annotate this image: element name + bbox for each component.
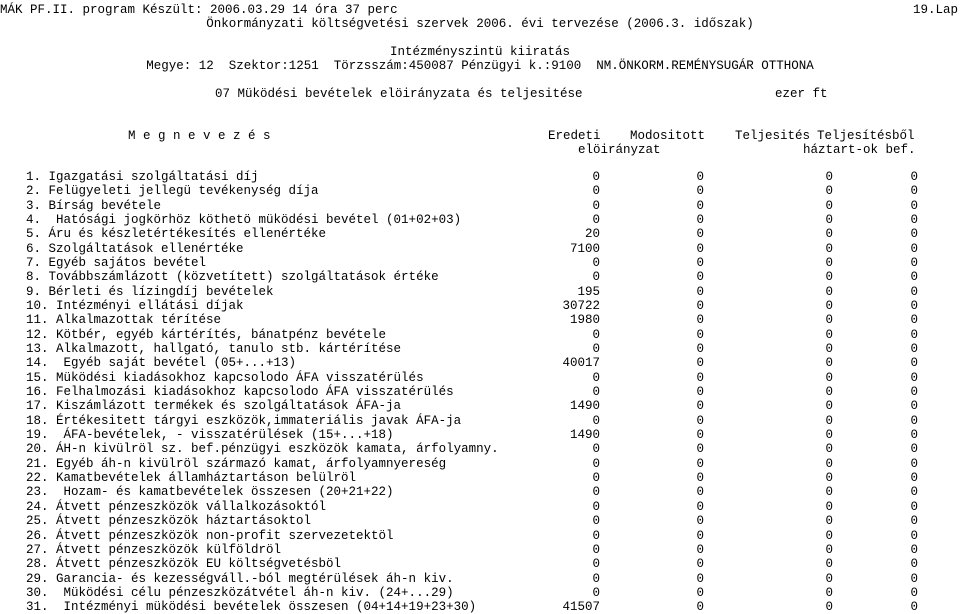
row-mod-value: 0 (696, 557, 704, 572)
row-orig-value: 0 (592, 270, 600, 285)
row-telj-value: 0 (825, 456, 833, 471)
table-row (0, 328, 960, 342)
table-row (0, 485, 960, 499)
row-telj-value: 0 (825, 385, 833, 400)
unit-label: ezer ft (775, 87, 828, 101)
row-orig-value: 0 (592, 327, 600, 342)
row-teljb-value: 0 (910, 256, 918, 271)
row-mod-value: 0 (696, 213, 704, 228)
table-row (0, 385, 960, 399)
row-telj-value: 0 (825, 327, 833, 342)
row-telj-value: 0 (825, 313, 833, 328)
row-orig-value: 0 (592, 370, 600, 385)
row-orig-value: 0 (592, 585, 600, 600)
row-telj-value: 0 (825, 600, 833, 614)
row-label: 18. Értékesitett tárgyi eszközök,immateriális javak ÁFA-ja (26, 413, 462, 428)
row-label: 17. Kiszámlázott termékek és szolgáltatások ÁFA-ja (26, 399, 402, 414)
row-mod-value: 0 (696, 442, 704, 457)
section-title: 07 Müködési bevételek elöirányzata és teljesitése (215, 87, 583, 101)
row-orig-value: 0 (592, 542, 600, 557)
table-row (0, 242, 960, 256)
row-orig-value: 0 (592, 342, 600, 357)
col-header-mod: Modositott (630, 129, 706, 143)
table-row (0, 514, 960, 528)
row-telj-value: 0 (825, 514, 833, 529)
row-teljb-value: 0 (910, 471, 918, 486)
table-row (0, 572, 960, 586)
row-telj-value: 0 (825, 198, 833, 213)
row-teljb-value: 0 (910, 442, 918, 457)
row-label: 26. Átvett pénzeszközök non-profit szervezetektöl (26, 528, 394, 543)
row-label: 11. Alkalmazottak térítése (26, 313, 222, 328)
row-label: 4. Hatósági jogkörhöz köthetö müködési bevétel (01+02+03) (26, 213, 462, 228)
row-mod-value: 0 (696, 499, 704, 514)
row-orig-value: 7100 (569, 241, 600, 256)
table-row (0, 600, 960, 614)
row-teljb-value: 0 (910, 270, 918, 285)
row-orig-value: 0 (592, 456, 600, 471)
table-row (0, 457, 960, 471)
row-mod-value: 0 (696, 241, 704, 256)
col-header-name: M e g n e v e z é s (128, 129, 271, 143)
report-title: Intézményszintü kiiratás (389, 45, 571, 59)
row-label: 16. Felhalmozási kiadásokhoz kapcsolodo ÁFA visszatérülés (26, 385, 454, 400)
row-teljb-value: 0 (910, 499, 918, 514)
table-row (0, 586, 960, 600)
row-teljb-value: 0 (910, 514, 918, 529)
row-teljb-value: 0 (910, 227, 918, 242)
row-telj-value: 0 (825, 356, 833, 371)
row-label: 30. Müködési célu pénzeszközátvétel áh-n kiv. (24+...29) (26, 585, 454, 600)
table-row (0, 199, 960, 213)
row-mod-value: 0 (696, 370, 704, 385)
row-mod-value: 0 (696, 571, 704, 586)
row-mod-value: 0 (696, 356, 704, 371)
row-teljb-value: 0 (910, 313, 918, 328)
row-mod-value: 0 (696, 485, 704, 500)
row-telj-value: 0 (825, 571, 833, 586)
row-label: 14. Egyéb saját bevétel (05+...+13) (26, 356, 297, 371)
row-telj-value: 0 (825, 557, 833, 572)
table-row (0, 500, 960, 514)
row-teljb-value: 0 (910, 385, 918, 400)
row-label: 27. Átvett pénzeszközök külföldröl (26, 542, 282, 557)
row-mod-value: 0 (696, 313, 704, 328)
row-telj-value: 0 (825, 528, 833, 543)
row-mod-value: 0 (696, 542, 704, 557)
row-mod-value: 0 (696, 399, 704, 414)
row-mod-value: 0 (696, 600, 704, 614)
row-mod-value: 0 (696, 299, 704, 314)
row-telj-value: 0 (825, 299, 833, 314)
row-teljb-value: 0 (910, 485, 918, 500)
page-number: 19.Lap (912, 3, 958, 17)
row-teljb-value: 0 (910, 284, 918, 299)
row-orig-value: 0 (592, 413, 600, 428)
table-row (0, 299, 960, 313)
row-orig-value: 195 (577, 284, 600, 299)
row-telj-value: 0 (825, 284, 833, 299)
row-label: 31. Intézményi müködési bevételek összesen (04+14+19+23+30) (26, 600, 477, 614)
row-label: 10. Intézményi ellátási díjak (26, 299, 244, 314)
report-subtitle: Önkormányzati költségvetési szervek 2006. évi tervezése (2006.3. időszak) (206, 17, 754, 31)
row-label: 1. Igazgatási szolgáltatási díj (26, 170, 259, 184)
row-teljb-value: 0 (910, 327, 918, 342)
row-mod-value: 0 (696, 327, 704, 342)
row-telj-value: 0 (825, 184, 833, 199)
row-orig-value: 0 (592, 485, 600, 500)
row-orig-value: 0 (592, 198, 600, 213)
row-label: 12. Kötbér, egyéb kártérítés, bánatpénz bevétele (26, 327, 387, 342)
row-telj-value: 0 (825, 170, 833, 184)
row-mod-value: 0 (696, 528, 704, 543)
row-telj-value: 0 (825, 428, 833, 443)
row-mod-value: 0 (696, 471, 704, 486)
row-label: 9. Bérleti és lízingdíj bevételek (26, 284, 274, 299)
row-teljb-value: 0 (910, 542, 918, 557)
row-label: 23. Hozam- és kamatbevételek összesen (20+21+22) (26, 485, 394, 500)
table-row (0, 442, 960, 456)
row-teljb-value: 0 (910, 356, 918, 371)
row-label: 22. Kamatbevételek államháztartáson belülröl (26, 471, 357, 486)
table-row (0, 529, 960, 543)
row-telj-value: 0 (825, 213, 833, 228)
row-orig-value: 40017 (562, 356, 600, 371)
row-mod-value: 0 (696, 270, 704, 285)
row-teljb-value: 0 (910, 571, 918, 586)
row-telj-value: 0 (825, 442, 833, 457)
row-mod-value: 0 (696, 585, 704, 600)
row-label: 24. Átvett pénzeszközök vállalkozásoktól (26, 499, 327, 514)
row-telj-value: 0 (825, 370, 833, 385)
row-telj-value: 0 (825, 241, 833, 256)
row-mod-value: 0 (696, 413, 704, 428)
row-teljb-value: 0 (910, 241, 918, 256)
row-label: 29. Garancia- és kezességváll.-ból megtérülések áh-n kiv. (26, 571, 454, 586)
row-teljb-value: 0 (910, 428, 918, 443)
row-orig-value: 0 (592, 571, 600, 586)
row-label: 20. ÁH-n kivülröl sz. bef.pénzügyi eszközök kamata, árfolyamny. (26, 442, 499, 457)
row-telj-value: 0 (825, 227, 833, 242)
row-mod-value: 0 (696, 456, 704, 471)
row-orig-value: 1490 (569, 428, 600, 443)
col-header-orig: Eredeti (548, 129, 601, 143)
col-header-teljb: Teljesítésből (817, 129, 915, 143)
col-header-teljb2: háztart-ok bef. (803, 143, 916, 157)
row-teljb-value: 0 (910, 557, 918, 572)
row-orig-value: 0 (592, 385, 600, 400)
table-row (0, 356, 960, 370)
row-teljb-value: 0 (910, 170, 918, 184)
row-label: 6. Szolgáltatások ellenértéke (26, 241, 244, 256)
row-orig-value: 0 (592, 170, 600, 184)
row-orig-value: 0 (592, 557, 600, 572)
row-mod-value: 0 (696, 514, 704, 529)
row-orig-value: 0 (592, 471, 600, 486)
table-row (0, 414, 960, 428)
row-mod-value: 0 (696, 184, 704, 199)
table-row (0, 313, 960, 327)
row-teljb-value: 0 (910, 399, 918, 414)
table-row (0, 285, 960, 299)
row-orig-value: 1490 (569, 399, 600, 414)
row-teljb-value: 0 (910, 342, 918, 357)
row-orig-value: 0 (592, 442, 600, 457)
row-orig-value: 1980 (569, 313, 600, 328)
table-row (0, 170, 960, 184)
row-mod-value: 0 (696, 342, 704, 357)
row-orig-value: 0 (592, 528, 600, 543)
row-telj-value: 0 (825, 256, 833, 271)
row-label: 21. Egyéb áh-n kivülröl származó kamat, árfolyamnyereség (26, 456, 447, 471)
row-telj-value: 0 (825, 471, 833, 486)
row-mod-value: 0 (696, 284, 704, 299)
table-row (0, 256, 960, 270)
row-label: 7. Egyéb sajátos bevétel (26, 256, 207, 271)
institution-info: Megye: 12 Szektor:1251 Törzsszám:450087 Pénzügyi k.:9100 NM.ÖNKORM.REMÉNYSUGÁR OTTHONA (146, 59, 814, 73)
row-label: 2. Felügyeleti jellegü tevékenység díja (26, 184, 319, 199)
row-telj-value: 0 (825, 270, 833, 285)
row-orig-value: 30722 (562, 299, 600, 314)
row-mod-value: 0 (696, 198, 704, 213)
row-teljb-value: 0 (910, 456, 918, 471)
table-row (0, 342, 960, 356)
row-telj-value: 0 (825, 485, 833, 500)
row-label: 15. Müködési kiadásokhoz kapcsolodo ÁFA visszatérülés (26, 370, 424, 385)
row-telj-value: 0 (825, 342, 833, 357)
row-label: 19. ÁFA-bevételek, - visszatérülések (15+...+18) (26, 428, 394, 443)
row-mod-value: 0 (696, 170, 704, 184)
row-telj-value: 0 (825, 413, 833, 428)
row-label: 25. Átvett pénzeszközök háztartásoktol (26, 514, 312, 529)
row-orig-value: 0 (592, 256, 600, 271)
row-teljb-value: 0 (910, 585, 918, 600)
row-mod-value: 0 (696, 385, 704, 400)
row-telj-value: 0 (825, 399, 833, 414)
row-mod-value: 0 (696, 428, 704, 443)
row-teljb-value: 0 (910, 528, 918, 543)
row-label: 13. Alkalmazott, hallgató, tanulo stb. kártérítése (26, 342, 402, 357)
row-orig-value: 0 (592, 213, 600, 228)
row-label: 8. Továbbszámlázott (közvetített) szolgáltatások értéke (26, 270, 439, 285)
row-mod-value: 0 (696, 227, 704, 242)
row-orig-value: 0 (592, 499, 600, 514)
col-header-orig2: elöirányzat (578, 143, 661, 157)
table-row (0, 428, 960, 442)
row-mod-value: 0 (696, 256, 704, 271)
table-row (0, 471, 960, 485)
row-label: 28. Átvett pénzeszközök EU költségvetésböl (26, 557, 342, 572)
table-row (0, 371, 960, 385)
col-header-telj: Teljesités (735, 129, 811, 143)
table-row (0, 184, 960, 198)
row-label: 5. Áru és készletértékesítés ellenértéke (26, 227, 327, 242)
table-row (0, 270, 960, 284)
table-row (0, 557, 960, 571)
row-orig-value: 0 (592, 184, 600, 199)
row-teljb-value: 0 (910, 213, 918, 228)
row-telj-value: 0 (825, 499, 833, 514)
report-header-left: MÁK PF.II. program Készült: 2006.03.29 14 óra 37 perc (0, 3, 398, 17)
table-row (0, 227, 960, 241)
row-label: 3. Bírság bevétele (26, 198, 162, 213)
table-row (0, 213, 960, 227)
table-row (0, 399, 960, 413)
table-row (0, 543, 960, 557)
row-teljb-value: 0 (910, 184, 918, 199)
row-orig-value: 20 (584, 227, 600, 242)
row-orig-value: 41507 (562, 600, 600, 614)
row-teljb-value: 0 (910, 370, 918, 385)
row-teljb-value: 0 (910, 299, 918, 314)
row-teljb-value: 0 (910, 600, 918, 614)
row-teljb-value: 0 (910, 413, 918, 428)
row-telj-value: 0 (825, 585, 833, 600)
row-telj-value: 0 (825, 542, 833, 557)
row-orig-value: 0 (592, 514, 600, 529)
row-teljb-value: 0 (910, 198, 918, 213)
